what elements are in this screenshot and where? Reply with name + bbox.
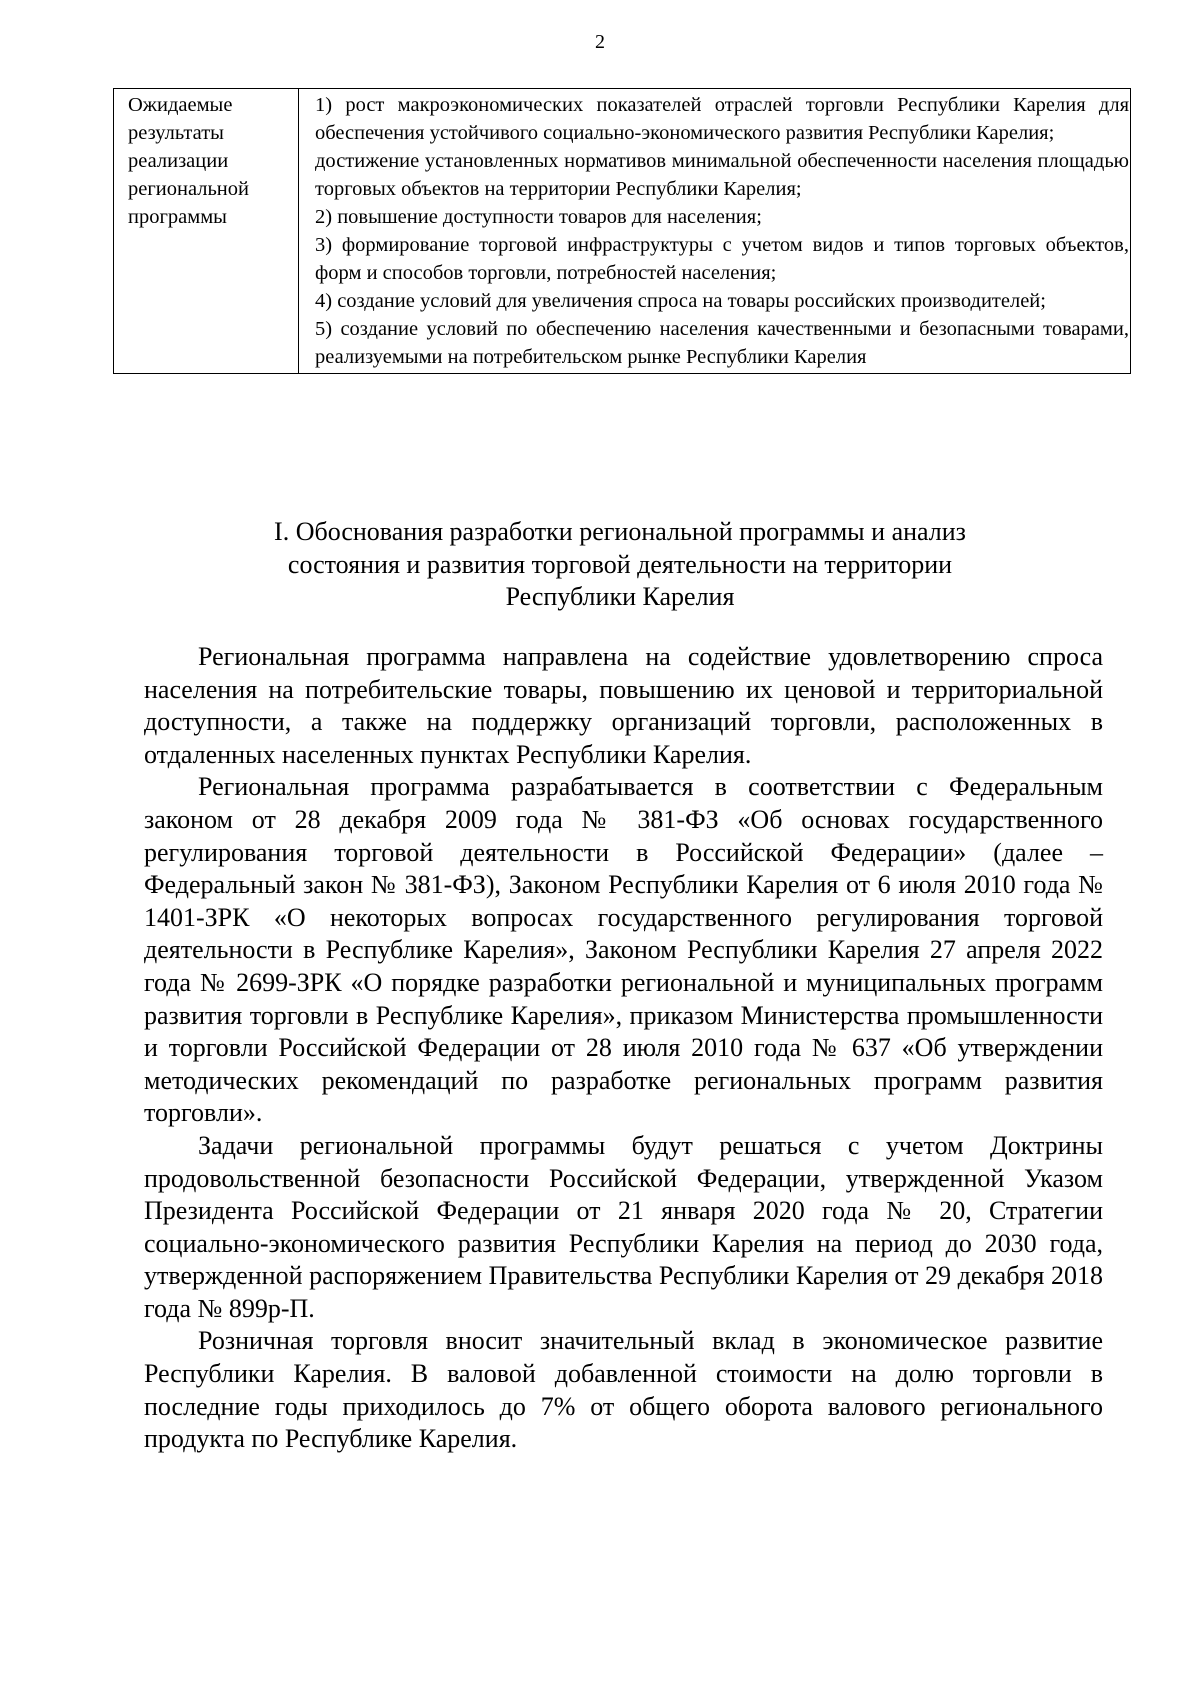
expected-results-table: [113, 88, 1131, 374]
body-paragraph-3: Задачи региональной программы будут решаться с учетом Доктрины продовольственной безопасности Российской Федерации, утвержденной Указом Президента Российской Федерации от 21 января 2020 года № 20, Стратегии социально-экономического развития Республики Карелия на период до 2030 года, утвержденной распоряжением Правительства Республики Карелия от 29 декабря 2018 года № 899р-П.: [144, 1130, 1103, 1323]
section-heading-line-3: Республики Карелия: [505, 582, 735, 611]
result-item-2: 2) повышение доступности товаров для населения;: [315, 206, 762, 228]
section-heading: [140, 516, 1100, 614]
body-paragraph-2: Региональная программа разрабатывается в соответствии с Федеральным законом от 28 декабря 2009 года № 381-ФЗ «Об основах государственного регулирования торговой деятельности в Российской Федерации» (далее – Федеральный закон № 381-ФЗ), Законом Республики Карелия от 6 июля 2010 года № 1401-ЗРК «О некоторых вопросах государственного регулирования торговой деятельности в Республике Карелия», Законом Республики Карелия 27 апреля 2022 года № 2699-ЗРК «О порядке разработки региональной и муниципальных программ развития торговли в Республике Карелия», приказом Министерства промышленности и торговли Российской Федерации от 28 июля 2010 года № 637 «Об утверждении методических рекомендаций по разработке региональных программ развития торговли».: [144, 772, 1103, 1128]
table-value-cell: [299, 89, 1131, 374]
table-row: [114, 89, 1131, 374]
result-item-5: 5) создание условий по обеспечению населения качественными и безопасными товарами, реализуемыми на потребительском рынке Республики Карелия: [315, 318, 1129, 368]
result-item-norms: достижение установленных нормативов минимальной обеспеченности населения площадью торговых объектов на территории Республики Карелия;: [315, 150, 1129, 200]
table-label-cell: Ожидаемые результаты реализации региональной программы: [114, 89, 299, 374]
body-paragraph-4: Розничная торговля вносит значительный вклад в экономическое развитие Республики Карелия. В валовой добавленной стоимости на долю торговли в последние годы приходилось до 7% от общего оборота валового регионального продукта по Республике Карелия.: [144, 1326, 1103, 1454]
section-heading-line-2: состояния и развития торговой деятельности на территории: [287, 549, 953, 579]
result-item-3: 3) формирование торговой инфраструктуры с учетом видов и типов торговых объектов, форм и способов торговли, потребностей населения;: [315, 234, 1129, 284]
body-paragraph-1: Региональная программа направлена на содействие удовлетворению спроса населения на потребительские товары, повышению их ценовой и территориальной доступности, а также на поддержку организаций торговли, расположенных в отдаленных населенных пунктах Республики Карелия.: [144, 642, 1103, 769]
section-body: [144, 641, 1103, 1456]
page-number: 2: [595, 31, 605, 53]
result-item-1: 1) рост макроэкономических показателей отраслей торговли Республики Карелия для обеспечения устойчивого социально-экономического развития Республики Карелия;: [315, 94, 1129, 144]
section-heading-line-1: I. Обоснования разработки региональной программы и анализ: [274, 517, 966, 546]
result-item-4: 4) создание условий для увеличения спроса на товары российских производителей;: [315, 290, 1046, 312]
